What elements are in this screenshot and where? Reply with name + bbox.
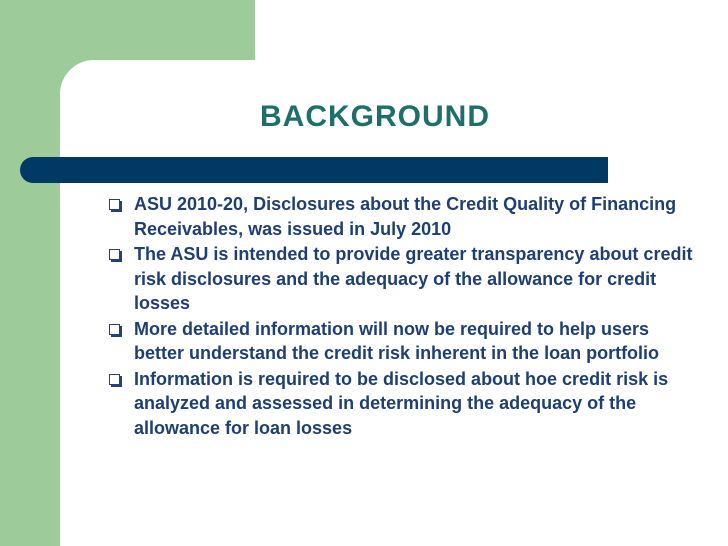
bullet-text: The ASU is intended to provide greater transparency about credit risk disclosures and the adequacy of the allowance for credit losses bbox=[134, 244, 693, 313]
square-bullet-icon bbox=[109, 249, 120, 260]
bullet-text: Information is required to be disclosed about hoe credit risk is analyzed and assessed in determining the adequacy of the allowance for loan losses bbox=[134, 368, 669, 438]
bullet-item bbox=[106, 192, 696, 241]
slide-title: BACKGROUND bbox=[260, 100, 490, 133]
square-bullet-icon bbox=[109, 324, 120, 335]
bullet-list bbox=[106, 192, 696, 441]
bullet-item bbox=[106, 242, 696, 316]
bullet-item bbox=[106, 367, 696, 441]
bullet-text: ASU 2010-20, Disclosures about the Credit Quality of Financing Receivables, was issued in July 2010 bbox=[134, 194, 677, 239]
square-bullet-icon bbox=[109, 374, 120, 385]
square-bullet-icon bbox=[109, 199, 120, 210]
bullet-text: More detailed information will now be required to help users better understand the credit risk inherent in the loan portfolio bbox=[134, 318, 660, 363]
title-underline-bar bbox=[20, 157, 608, 183]
bullet-item bbox=[106, 317, 696, 366]
